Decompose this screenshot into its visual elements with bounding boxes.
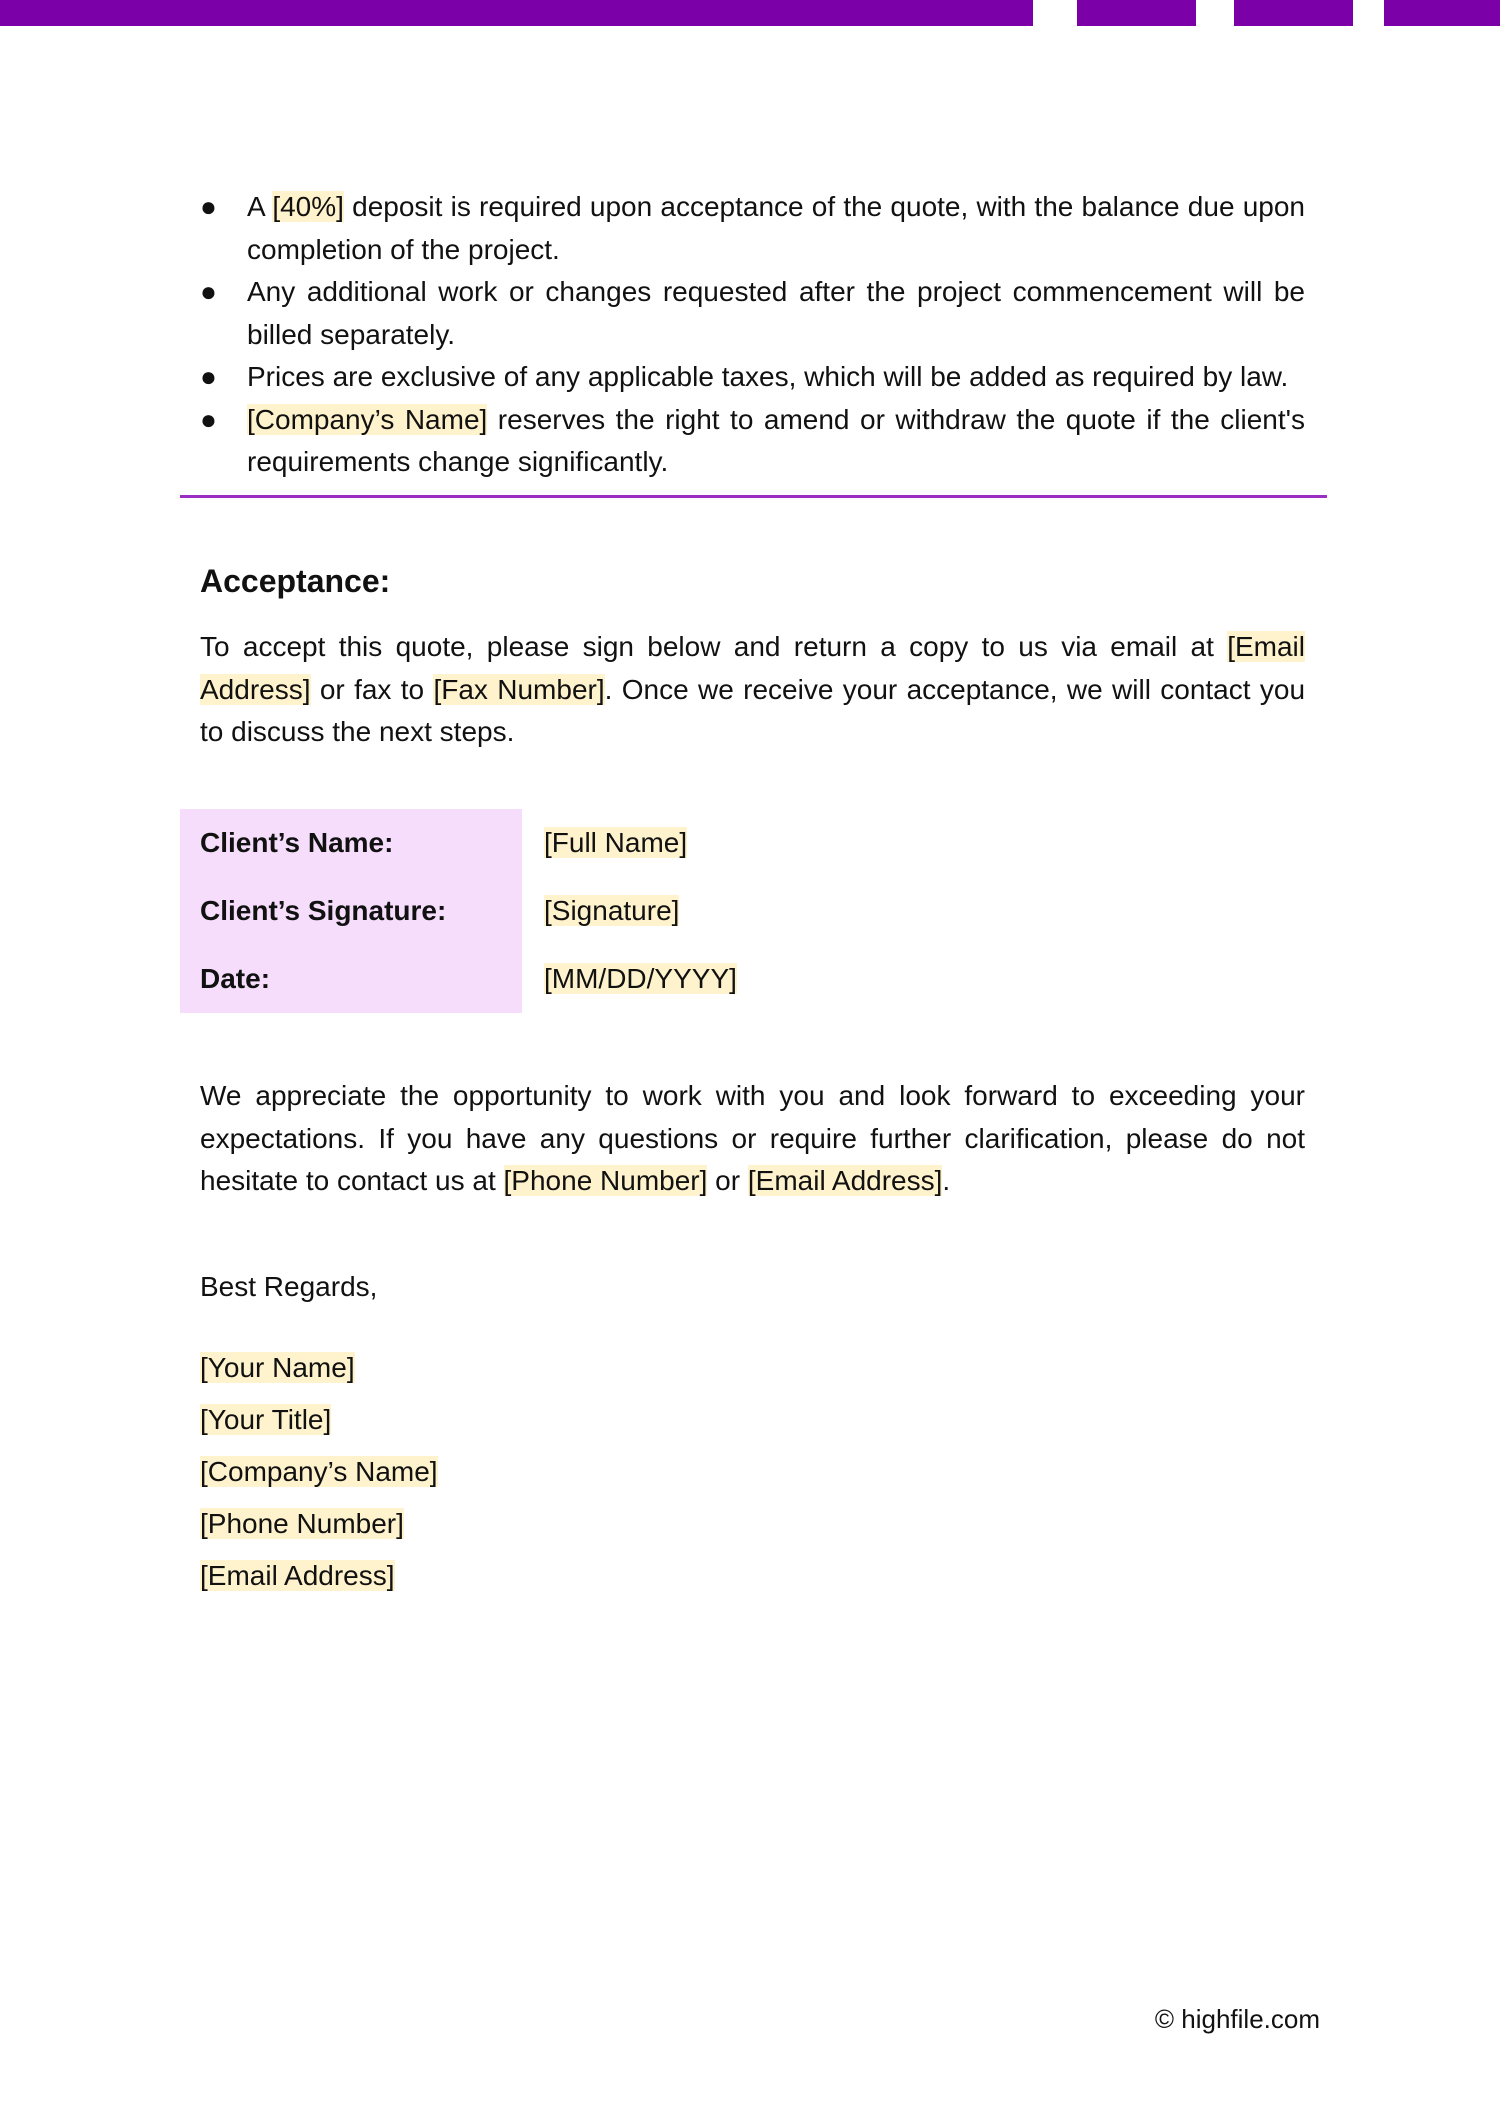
signature-row: [180, 809, 880, 877]
top-bar-segment-2: [1077, 0, 1196, 26]
placeholder-field: [Email Address]: [747, 1165, 943, 1196]
signature-label: Client’s Name:: [180, 809, 522, 877]
bullet-icon: ●: [200, 403, 217, 435]
terms-list-item: [200, 186, 1305, 271]
signature-row: [180, 877, 880, 945]
terms-list-item: [200, 271, 1305, 356]
signature-row: [180, 945, 880, 1013]
placeholder-field: [Phone Number]: [503, 1165, 708, 1196]
signoff-placeholder: [Your Name]: [200, 1352, 355, 1383]
top-bar-segment-4: [1384, 0, 1500, 26]
text-run: or: [707, 1165, 748, 1196]
signature-value: [Full Name]: [544, 827, 688, 858]
signature-label: Date:: [180, 945, 522, 1013]
text-run: A: [247, 191, 273, 222]
signoff-placeholder: [Company’s Name]: [200, 1456, 438, 1487]
signoff-placeholder: [Phone Number]: [200, 1508, 404, 1539]
text-run: . Once we receive your acceptance, we will contact you to discuss the next steps.: [200, 673, 1306, 747]
text-run: .: [942, 1165, 951, 1196]
placeholder-field: [Email Address]: [200, 631, 1305, 705]
signoff-line: [200, 1550, 1305, 1602]
footer-copyright: © highfile.com: [1154, 2004, 1320, 2034]
bullet-icon: ●: [200, 191, 217, 222]
signature-value: [MM/DD/YYYY]: [544, 963, 737, 994]
terms-list: [200, 186, 1305, 484]
signature-value-cell: [522, 945, 880, 1013]
top-bar-segment-1: [0, 0, 1033, 26]
signature-table: [180, 809, 880, 1013]
acceptance-paragraph: [200, 626, 1305, 754]
signoff-placeholder: [Email Address]: [200, 1560, 395, 1591]
text-run: or fax to: [310, 673, 434, 705]
terms-list-item: [200, 356, 1305, 399]
signature-value-cell: [522, 809, 880, 877]
section-divider: [180, 495, 1327, 498]
signature-value: [Signature]: [544, 895, 680, 926]
acceptance-heading: Acceptance:: [200, 563, 391, 599]
text-run: We appreciate the opportunity to work with you and look forward to exceeding your expectations. If you have any questions or require further clarification, please do not hesitate to contact us at: [200, 1080, 1305, 1196]
terms-list-item: [200, 399, 1305, 484]
closing-paragraph: [200, 1075, 1305, 1203]
top-bar-segment-3: [1234, 0, 1353, 26]
text-run: reserves the right to amend or withdraw the quote if the client's requirements change significantly.: [247, 403, 1305, 477]
placeholder-field: [Fax Number]: [433, 673, 605, 705]
placeholder-field: [40%]: [272, 191, 344, 222]
text-run: deposit is required upon acceptance of the quote, with the balance due upon completion of the project.: [247, 191, 1305, 265]
signoff-line: [200, 1394, 1305, 1446]
signoff-placeholder: [Your Title]: [200, 1404, 332, 1435]
text-run: Any additional work or changes requested after the project commencement will be billed separately.: [247, 276, 1305, 350]
signoff-line: [200, 1498, 1305, 1550]
signature-value-cell: [522, 877, 880, 945]
placeholder-field: [Company’s Name]: [247, 403, 488, 435]
signoff-line: [200, 1446, 1305, 1498]
regards-text: Best Regards,: [200, 1271, 378, 1302]
signoff-line: [200, 1342, 1305, 1394]
signoff-block: [200, 1342, 1305, 1602]
text-run: Prices are exclusive of any applicable taxes, which will be added as required by law.: [247, 361, 1289, 392]
bullet-icon: ●: [200, 361, 217, 392]
signature-label: Client’s Signature:: [180, 877, 522, 945]
text-run: To accept this quote, please sign below and return a copy to us via email at: [200, 631, 1228, 662]
bullet-icon: ●: [200, 276, 217, 307]
